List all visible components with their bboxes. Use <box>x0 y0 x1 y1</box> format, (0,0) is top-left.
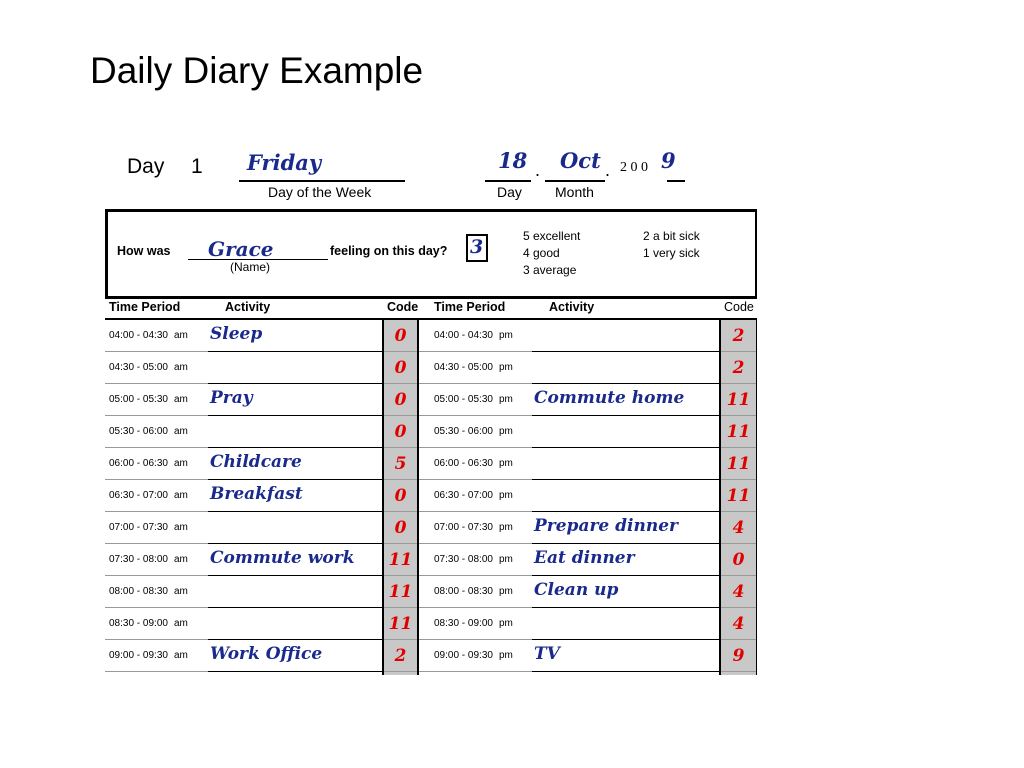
time-period-cell <box>105 416 208 448</box>
time-period-text: 08:30 - 09:00 <box>434 618 493 629</box>
time-period-text: 09:00 - 09:30 <box>434 650 493 661</box>
scale-item: 3 average <box>523 263 577 277</box>
time-period-text: 04:00 - 04:30 <box>434 330 493 341</box>
table-row <box>105 384 757 416</box>
activity-cell <box>208 480 383 512</box>
time-period-cell <box>105 512 208 544</box>
table-row <box>105 512 757 544</box>
date-separator-dot: . <box>605 160 611 180</box>
feeling-question: feeling on this day? <box>330 244 448 258</box>
am-pm-text: am <box>173 618 188 629</box>
date-year-handwritten: 9 <box>661 148 676 173</box>
code-handwritten: 0 <box>394 517 407 538</box>
col-code-pm: Code <box>720 296 757 319</box>
time-period-text: 04:30 - 05:00 <box>434 362 493 373</box>
table-row <box>105 608 757 640</box>
date-year-line <box>667 180 685 182</box>
row-spacer <box>418 608 430 640</box>
am-pm-text: am <box>173 394 188 405</box>
table-row <box>105 576 757 608</box>
am-pm-text: pm <box>498 618 513 629</box>
code-cell <box>383 480 418 512</box>
time-period-cell <box>430 416 532 448</box>
table-header-row <box>105 296 757 319</box>
am-pm-text: pm <box>498 426 513 437</box>
activity-handwritten: Clean up <box>534 580 619 600</box>
activity-handwritten: Breakfast <box>210 484 303 504</box>
time-period-text: 06:00 - 06:30 <box>109 458 168 469</box>
activity-cell <box>532 672 720 676</box>
time-period-text: 08:30 - 09:00 <box>109 618 168 629</box>
row-spacer <box>418 480 430 512</box>
code-cell <box>720 319 757 352</box>
code-handwritten: 11 <box>388 613 413 634</box>
activity-cell <box>208 512 383 544</box>
activity-handwritten: TV <box>534 644 560 664</box>
time-period-cell <box>430 319 532 352</box>
am-pm-text: pm <box>498 394 513 405</box>
activity-cell <box>208 319 383 352</box>
scale-left <box>523 228 580 279</box>
activity-cell <box>532 480 720 512</box>
code-handwritten: 2 <box>732 325 745 346</box>
weekday-caption: Day of the Week <box>268 184 372 200</box>
activity-cell <box>532 544 720 576</box>
time-period-cell <box>105 448 208 480</box>
am-pm-text: pm <box>498 490 513 501</box>
activity-handwritten: Commute work <box>210 548 355 568</box>
code-handwritten: 11 <box>726 485 751 506</box>
time-period-text: 05:30 - 06:00 <box>109 426 168 437</box>
table-row <box>105 480 757 512</box>
time-period-cell <box>105 352 208 384</box>
code-cell <box>720 608 757 640</box>
activity-handwritten: Work Office <box>210 644 323 664</box>
time-period-cell <box>430 352 532 384</box>
activity-cell <box>532 384 720 416</box>
code-handwritten: 0 <box>394 325 407 346</box>
code-cell <box>383 384 418 416</box>
time-period-cell <box>105 544 208 576</box>
date-day-handwritten: 18 <box>498 148 528 173</box>
col-activity-pm: Activity <box>532 296 720 319</box>
activity-cell <box>532 416 720 448</box>
time-period-cell <box>105 608 208 640</box>
am-pm-text: pm <box>498 554 513 565</box>
code-cell <box>720 640 757 672</box>
am-pm-text: am <box>173 362 188 373</box>
date-month-line <box>545 180 605 182</box>
am-pm-text: pm <box>498 650 513 661</box>
activity-handwritten: Commute home <box>534 388 685 408</box>
code-handwritten: 4 <box>732 581 745 602</box>
time-period-cell <box>430 384 532 416</box>
activity-cell <box>532 352 720 384</box>
row-spacer <box>418 672 430 676</box>
day-number: 1 <box>191 155 203 178</box>
code-cell <box>383 448 418 480</box>
name-handwritten: Grace <box>208 237 274 261</box>
day-caption: Day <box>497 184 522 200</box>
code-handwritten: 0 <box>394 389 407 410</box>
score-box <box>466 234 488 262</box>
am-pm-text: pm <box>498 330 513 341</box>
code-cell <box>720 448 757 480</box>
activity-handwritten: Sleep <box>210 324 263 344</box>
code-handwritten: 0 <box>394 357 407 378</box>
code-cell <box>720 480 757 512</box>
date-month-handwritten: Oct <box>560 148 601 173</box>
table-row <box>105 416 757 448</box>
code-handwritten: 11 <box>726 421 751 442</box>
col-activity-am: Activity <box>208 296 383 319</box>
code-cell <box>383 576 418 608</box>
am-pm-text: am <box>173 650 188 661</box>
code-cell <box>720 576 757 608</box>
code-handwritten: 4 <box>732 613 745 634</box>
row-spacer <box>418 640 430 672</box>
slide-title: Daily Diary Example <box>90 50 424 91</box>
time-period-cell <box>430 608 532 640</box>
feeling-box <box>105 209 757 299</box>
month-caption: Month <box>555 184 594 200</box>
score-handwritten: 3 <box>470 236 484 258</box>
time-period-text: 07:00 - 07:30 <box>109 522 168 533</box>
time-period-text: 05:00 - 05:30 <box>109 394 168 405</box>
code-cell <box>383 352 418 384</box>
am-pm-text: am <box>173 490 188 501</box>
am-pm-text: am <box>173 330 188 341</box>
am-pm-text: pm <box>498 522 513 533</box>
code-cell <box>720 512 757 544</box>
date-separator-dot: . <box>535 160 541 180</box>
activity-cell <box>208 448 383 480</box>
name-caption: (Name) <box>230 260 271 274</box>
time-period-text: 05:30 - 06:00 <box>434 426 493 437</box>
time-period-text: 07:30 - 08:00 <box>109 554 168 565</box>
activity-handwritten: Eat dinner <box>534 548 635 568</box>
time-period-text: 06:00 - 06:30 <box>434 458 493 469</box>
code-handwritten: 2 <box>732 357 745 378</box>
table-row <box>105 352 757 384</box>
am-pm-text: pm <box>498 458 513 469</box>
time-period-text: 04:00 - 04:30 <box>109 330 168 341</box>
code-cell <box>383 608 418 640</box>
date-year-printed: 2 0 0 <box>620 160 648 175</box>
activity-cell <box>208 640 383 672</box>
scale-right <box>643 228 700 262</box>
row-spacer <box>418 576 430 608</box>
col-code-am: Code <box>383 296 418 319</box>
code-cell <box>383 672 418 676</box>
time-period-cell <box>430 544 532 576</box>
activity-handwritten: Pray <box>210 388 253 408</box>
code-cell <box>720 544 757 576</box>
time-period-text: 08:00 - 08:30 <box>434 586 493 597</box>
code-handwritten: 11 <box>726 453 751 474</box>
code-cell <box>383 544 418 576</box>
time-period-cell <box>105 672 208 676</box>
activity-cell <box>532 640 720 672</box>
am-pm-text: am <box>173 522 188 533</box>
code-handwritten: 5 <box>394 453 407 474</box>
code-handwritten: 0 <box>394 485 407 506</box>
time-period-text: 08:00 - 08:30 <box>109 586 168 597</box>
activity-cell <box>208 672 383 676</box>
code-cell <box>720 352 757 384</box>
code-cell <box>383 416 418 448</box>
code-cell <box>720 672 757 676</box>
how-was-label: How was <box>117 244 171 258</box>
code-handwritten: 4 <box>732 517 745 538</box>
table-row <box>105 319 757 352</box>
activity-table <box>105 296 757 675</box>
time-period-cell <box>430 480 532 512</box>
time-period-text: 06:30 - 07:00 <box>434 490 493 501</box>
time-period-cell <box>430 672 532 676</box>
col-time-period-pm: Time Period <box>430 296 532 319</box>
time-period-cell <box>105 640 208 672</box>
activity-handwritten: Prepare dinner <box>534 516 678 536</box>
time-period-cell <box>430 512 532 544</box>
code-cell <box>383 512 418 544</box>
am-pm-text: am <box>173 458 188 469</box>
scale-item: 1 very sick <box>643 246 700 260</box>
table-row <box>105 672 757 676</box>
diary-form <box>105 140 757 675</box>
time-period-text: 05:00 - 05:30 <box>434 394 493 405</box>
code-cell <box>383 319 418 352</box>
weekday-line <box>239 180 405 182</box>
row-spacer <box>418 544 430 576</box>
scale-item: 4 good <box>523 246 560 260</box>
table-row <box>105 640 757 672</box>
activity-cell <box>532 512 720 544</box>
activity-cell <box>208 576 383 608</box>
time-period-cell <box>105 319 208 352</box>
table-row <box>105 544 757 576</box>
time-period-text: 07:30 - 08:00 <box>434 554 493 565</box>
date-day-line <box>485 180 531 182</box>
code-handwritten: 11 <box>388 581 413 602</box>
am-pm-text: am <box>173 426 188 437</box>
code-handwritten: 0 <box>732 549 745 570</box>
activity-handwritten: Childcare <box>210 452 302 472</box>
code-cell <box>720 384 757 416</box>
am-pm-text: am <box>173 586 188 597</box>
code-handwritten: 0 <box>394 421 407 442</box>
activity-cell <box>208 352 383 384</box>
code-handwritten: 9 <box>732 645 745 666</box>
weekday-handwritten: Friday <box>247 150 322 175</box>
row-spacer <box>418 319 430 352</box>
am-pm-text: am <box>173 554 188 565</box>
code-handwritten: 2 <box>394 645 407 666</box>
row-spacer <box>418 416 430 448</box>
time-period-cell <box>105 480 208 512</box>
activity-cell <box>532 448 720 480</box>
time-period-cell <box>105 576 208 608</box>
activity-cell <box>532 576 720 608</box>
time-period-text: 09:00 - 09:30 <box>109 650 168 661</box>
time-period-cell <box>430 640 532 672</box>
activity-cell <box>532 608 720 640</box>
time-period-cell <box>105 384 208 416</box>
time-period-text: 06:30 - 07:00 <box>109 490 168 501</box>
code-cell <box>720 416 757 448</box>
time-period-text: 04:30 - 05:00 <box>109 362 168 373</box>
code-handwritten: 11 <box>388 549 413 570</box>
col-spacer <box>418 296 430 319</box>
am-pm-text: pm <box>498 362 513 373</box>
time-period-text: 07:00 - 07:30 <box>434 522 493 533</box>
row-spacer <box>418 512 430 544</box>
activity-cell <box>532 319 720 352</box>
am-pm-text: pm <box>498 586 513 597</box>
day-label: Day <box>127 155 165 178</box>
table-row <box>105 448 757 480</box>
col-time-period-am: Time Period <box>105 296 208 319</box>
activity-cell <box>208 416 383 448</box>
activity-cell <box>208 544 383 576</box>
code-cell <box>383 640 418 672</box>
scale-item: 2 a bit sick <box>643 229 700 243</box>
code-handwritten: 11 <box>726 389 751 410</box>
row-spacer <box>418 352 430 384</box>
row-spacer <box>418 384 430 416</box>
time-period-cell <box>430 576 532 608</box>
activity-cell <box>208 384 383 416</box>
row-spacer <box>418 448 430 480</box>
activity-cell <box>208 608 383 640</box>
scale-item: 5 excellent <box>523 229 581 243</box>
time-period-cell <box>430 448 532 480</box>
